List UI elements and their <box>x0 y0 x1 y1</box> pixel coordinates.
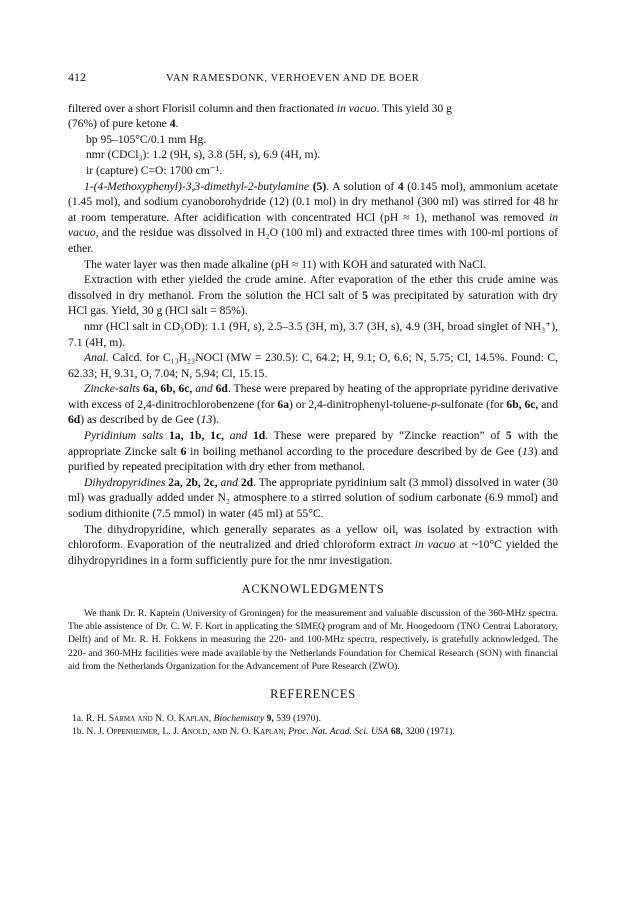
pyridinium-paragraph <box>68 428 558 475</box>
body-text: at ~10°C yielded the dihydropyridines in a form sufficiently pure for the nmr investigation. <box>68 538 558 567</box>
compound-ref: 6a <box>277 397 289 411</box>
compound-ref: 5 <box>505 429 512 443</box>
italic-term: and <box>224 429 253 443</box>
body-text: . A solution of <box>326 179 398 193</box>
reference-number: 13 <box>521 444 534 458</box>
body-text: in boiling methanol according to the procedure described by de Gee ( <box>186 444 522 458</box>
body-text: -sulfonate (for <box>436 397 507 411</box>
dihydro-paragraph-2 <box>68 522 558 569</box>
compound-ref: 6b, 6c, <box>506 397 539 411</box>
ketone-bp: bp 95–105°C/0.1 mm Hg. <box>86 132 207 146</box>
amine-paragraph <box>68 179 558 257</box>
running-title: VAN RAMESDONK, VERHOEVEN AND DE BOER <box>166 73 420 84</box>
section-title: Pyridinium salts <box>84 429 169 443</box>
references-list <box>68 712 558 739</box>
body-text: . These were prepared by “Zincke reaction” of <box>265 429 506 443</box>
acknowledgments-text: We thank Dr. R. Kaptein (University of Groningen) for the measurement and valuable discussion of the 360-MHz spectra. The able assistence of Dr. C. W. F. Kort in applicating the SIMEQ program and of Mr. Hoogedoorn (TNO Centrai Laboratory, Delft) and of Mr. R. H. Fokkens in measuring the 220- and 100-MHz spectra, respectively, is gratefully acknowledged. The 220- and 360-MHz facilities were made available by the Netherlands Foundation for Chemical Research (SON) with financial aid from the Netherlands Organization for the Advancement of Pure Research (ZWO). <box>68 608 558 672</box>
intro-text-tail: . This yield 30 g <box>376 101 452 115</box>
compound-ref: 6d <box>68 413 81 427</box>
body-text: ) as described by de Gee ( <box>80 413 201 427</box>
body-text: (0.145 mol), ammonium acetate (1.45 mol), and sodium cyanoborohydride (12) (0.1 mol) in dry methanol (300 ml) was stirred for 48 hr at room temperature. After acidification with concentrated HCl (pH ≈ 1), methanol was removed <box>68 179 558 224</box>
compound-ref: (5) <box>312 179 327 193</box>
compound-ref: 1d <box>252 429 266 443</box>
compound-ref: 6a, 6b, 6c, <box>142 382 193 396</box>
page-number: 412 <box>68 70 86 84</box>
anal-label: Anal. <box>84 351 109 365</box>
compound-ref: 2d <box>240 475 254 489</box>
italic-term: and <box>217 475 241 489</box>
body-text: ) or 2,4-dinitrophenyl-toluene- <box>288 397 432 411</box>
italic-term: and <box>192 382 216 396</box>
reference-item <box>72 725 558 738</box>
section-title: Dihydropyridines <box>84 475 169 489</box>
section-title: 1-(4-Methoxyphenyl)-3,3-dimethyl-2-butylamine <box>84 179 310 193</box>
compound-ref: 4 <box>397 179 404 193</box>
compound-ref: 1a, 1b, 1c, <box>168 429 225 443</box>
section-title: Zincke-salts <box>84 382 143 396</box>
body-text: ). <box>212 413 220 427</box>
page-header <box>68 70 558 87</box>
compound-ref: 6d <box>215 382 228 396</box>
reference-authors: R. H. Sarma and N. O. Kaplan, <box>85 712 214 724</box>
reference-number: 1a. <box>72 712 84 724</box>
reference-journal: Proc. Nat. Acad. Sci. USA <box>288 726 389 738</box>
amine-nmr: nmr (HCl salt in CD₃OD): 1.1 (9H, s), 2.5–3.5 (3H, m), 3.7 (3H, s), 4.9 (3H, broad singlet of NH₃⁺), 7.1 (4H, m). <box>68 319 558 349</box>
compound-ref: 2a, 2b, 2c, <box>168 475 218 489</box>
body-text: The dihydropyridine, which generally separates as a yellow oil, was isolated by extraction with chloroform. Evaporation of the neutralized and dried chloroform extract <box>68 522 558 552</box>
body-text: , and the residue was dissolved in H₂O (100 ml) and extracted three times with 100-ml portions of ether. <box>68 226 558 255</box>
intro-paragraph <box>68 101 558 132</box>
reference-number: 1b. <box>72 726 84 738</box>
amine-paragraph-3 <box>68 272 558 319</box>
italic-term: in vacuo <box>68 210 558 240</box>
reference-pages: 539 (1970). <box>273 712 321 724</box>
body-text: Extraction with ether yielded the crude amine. After evaporation of the ether this crude amine was dissolved in dry methanol. From the solution the HCl salt of <box>68 273 558 302</box>
italic-term: p <box>431 397 437 411</box>
reference-pages: 3200 (1971). <box>402 726 455 738</box>
reference-journal: Biochemistry <box>213 712 265 724</box>
body-text: Calcd. for C₁₃H₂₃NOCl (MW = 230.5): C, 64.2; H, 9.1; O, 6.6; N, 5.75; Cl, 14.5%. Found: C, 62.33; H, 9.31, O, 7.04; N, 5.94; Cl, 15.15. <box>68 351 558 380</box>
body-text: ) and purified by repeated precipitation with dry ether from methanol. <box>68 444 559 474</box>
reference-number: 13 <box>200 413 213 427</box>
reference-authors: N. J. Oppenheimer, L. J. Anold, and N. O. Kaplan, <box>86 726 289 738</box>
amine-analysis <box>68 350 558 381</box>
intro-italic: in vacuo <box>336 101 377 115</box>
compound-ref: 5 <box>362 288 368 302</box>
body-text: . The appropriate pyridinium salt (3 mmol) dissolved in water (30 ml) was gradually added under N₂ atmosphere to a stirred solution of sodium carbonate (6.9 mmol) and sodium dithionite (7.5 mmol) in water (45 ml) at 55°C. <box>68 475 558 521</box>
zincke-paragraph <box>68 381 558 428</box>
italic-term: in vacuo <box>414 538 456 552</box>
intro-text: filtered over a short Florisil column and then fractionated <box>68 101 337 115</box>
dihydro-paragraph <box>68 475 558 522</box>
body-text: with the appropriate Zincke salt <box>68 429 559 458</box>
compound-ref: 4 <box>169 117 176 131</box>
body-text: and <box>538 397 559 411</box>
intro-text-2-tail: . <box>175 117 179 131</box>
body-text: was precipitated by saturation with dry HCl gas. Yield, 30 g (HCl salt = 85%). <box>68 288 558 318</box>
compound-ref: 6 <box>180 444 187 458</box>
reference-item <box>72 712 558 725</box>
amine-paragraph-2: The water layer was then made alkaline (pH ≈ 11) with KOH and saturated with NaCl. <box>84 257 486 271</box>
reference-volume: 68, <box>388 726 403 738</box>
paper-page <box>68 70 558 738</box>
ketone-ir: ir (capture) C=O: 1700 cm⁻¹. <box>86 163 223 177</box>
reference-volume: 9, <box>264 712 274 724</box>
body-text: . These were prepared by heating of the appropriate pyridine derivative with excess of 2,4-dinitrochlorobenzene (for <box>68 382 559 411</box>
intro-text-2: (76%) of pure ketone <box>68 117 170 131</box>
references-heading: REFERENCES <box>270 687 356 702</box>
acknowledgments-heading: ACKNOWLEDGMENTS <box>241 582 385 597</box>
ketone-nmr: nmr (CDCl₃): 1.2 (9H, s), 3.8 (5H, s), 6.9 (4H, m). <box>86 148 321 162</box>
